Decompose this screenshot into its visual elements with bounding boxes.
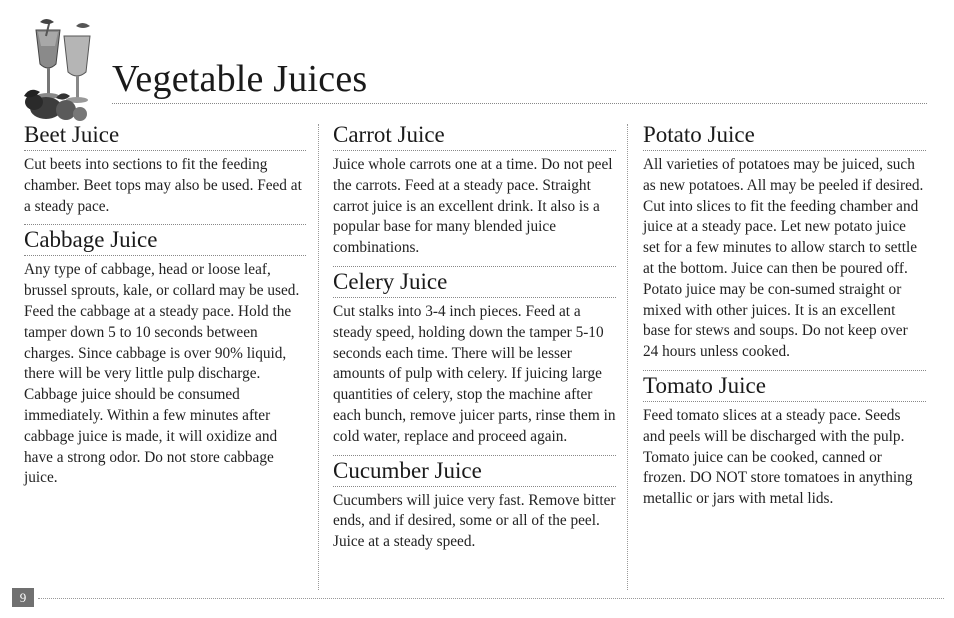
section-cabbage-juice [24, 224, 306, 496]
section-title: Tomato Juice [643, 372, 926, 402]
juice-glasses-vegetables-icon [20, 16, 104, 122]
section-celery-juice [333, 266, 616, 455]
column-divider [627, 124, 628, 590]
section-title: Celery Juice [333, 268, 616, 298]
section-title: Cucumber Juice [333, 457, 616, 487]
section-cucumber-juice [333, 455, 616, 560]
title-divider [112, 103, 927, 104]
section-potato-juice [643, 121, 926, 370]
section-body: Cut beets into sections to fit the feeding chamber. Beet tops may also be used. Feed at a steady pace. [24, 156, 302, 215]
page-number: 9 [12, 588, 34, 607]
column-1 [24, 121, 306, 496]
section-title: Potato Juice [643, 121, 926, 151]
section-beet-juice [24, 121, 306, 224]
page-title: Vegetable Juices [112, 58, 368, 100]
section-body: Juice whole carrots one at a time. Do not peel the carrots. Feed at a steady pace. Straight carrot juice is an excellent drink. It also is a popular base for many blended juice combinations. [333, 156, 613, 257]
section-carrot-juice [333, 121, 616, 266]
section-body: Cut stalks into 3-4 inch pieces. Feed at a steady speed, holding down the tamper 5-10 seconds each time. There will be lesser amounts of pulp with celery. If juicing large quantities of celery, stop the machine after each bunch, remove juicer parts, rinse them in cold water, replace and proceed again. [333, 302, 616, 445]
section-body: Feed tomato slices at a steady pace. Seeds and peels will be discharged with the pulp. Tomato juice can be cooked, canned or frozen. DO NOT store tomatoes in anything metallic or jars with metal lids. [643, 406, 913, 508]
section-tomato-juice [643, 370, 926, 517]
section-title: Cabbage Juice [24, 226, 306, 256]
section-body: Cucumbers will juice very fast. Remove bitter ends, and if desired, some or all of the peel. Juice at a steady speed. [333, 491, 616, 551]
column-divider [318, 124, 319, 590]
footer-divider [38, 598, 944, 599]
section-body: Any type of cabbage, head or loose leaf, brussel sprouts, kale, or collard may be used. Feed the cabbage at a steady pace. Hold the tamper down 5 to 10 seconds between charges. Since cabbage is over 90% liquid, there will be very little pulp discharge. Cabbage juice should be consumed immediately. Within a few minutes after cabbage juice is made, it will oxidize and have a strong odor. Do not store cabbage juice. [24, 261, 300, 487]
column-2 [333, 121, 616, 560]
section-body: All varieties of potatoes may be juiced, such as new potatoes. All may be peeled if desired. Cut into slices to fit the feeding chamber and juice at a steady pace. Let new potato juice set for a few minutes to allow starch to settle at the bottom. Juice can then be poured off. Potato juice may be con-sumed straight or mixed with other juices. It is an excellent base for stews and soups. Do not keep over 24 hours unless cooked. [643, 156, 924, 361]
section-title: Beet Juice [24, 121, 306, 151]
section-title: Carrot Juice [333, 121, 616, 151]
column-3 [643, 121, 926, 517]
